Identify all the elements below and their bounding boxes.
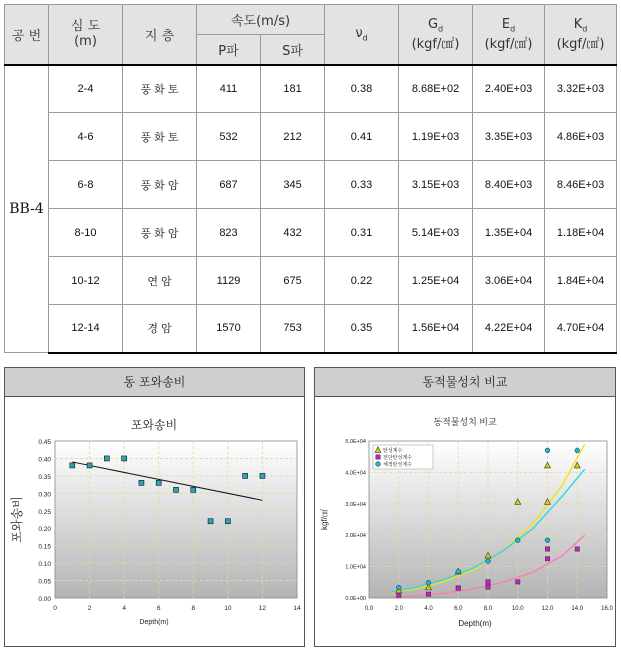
elastic-modulus-cell: 4.22E+04 [473,305,545,353]
data-point-circle [515,538,520,543]
layer-cell: 풍 화 토 [123,65,197,113]
y-tick-label: 0.10 [38,561,51,569]
x-tick-label: 4 [122,605,126,612]
x-tick-label: 8 [191,605,196,612]
bulk-modulus-cell: 3.32E+03 [545,65,617,113]
header-elastic-modulus: $E_d$ (kgf/㎠) [473,5,545,65]
bulk-modulus-cell: 8.46E+03 [545,161,617,209]
table-row [5,113,617,161]
x-tick-label: 0.0 [364,606,374,612]
x-tick-label: 16.0 [601,606,613,612]
header-bore: 공 번 [5,5,49,65]
y-tick-label: 5.0E+04 [345,439,366,445]
y-tick-label: 0.0E+00 [345,596,366,602]
x-tick-label: 12 [258,605,267,612]
poisson-chart [5,397,304,646]
poisson-chart-panel [4,367,305,647]
layer-cell: 풍 화 토 [123,113,197,161]
layer-cell: 풍 화 암 [123,209,197,257]
x-tick-label: 10.0 [511,606,524,612]
p-wave-cell: 411 [197,65,261,113]
legend-label: 전단탄성계수 [383,455,412,461]
table-row [5,305,617,353]
y-axis-label: 포와송비 [10,496,24,543]
p-wave-cell: 1129 [197,257,261,305]
data-point-square [397,593,401,597]
data-point-circle [545,448,550,453]
elastic-modulus-cell: 3.06E+04 [473,257,545,305]
layer-cell: 연 암 [123,257,197,305]
table-row [5,161,617,209]
p-wave-cell: 823 [197,209,261,257]
table-row [5,65,617,113]
data-point [122,456,127,461]
legend-label: 체적탄성계수 [383,462,412,468]
x-tick-label: 6.0 [454,606,463,612]
s-wave-cell: 675 [261,257,325,305]
shear-modulus-cell: 1.56E+04 [399,305,473,353]
y-tick-label: 0.30 [38,491,51,499]
header-bulk-modulus: $K_d$ (kgf/㎠) [545,5,617,65]
y-axis-label: kgf/㎠ [320,509,329,530]
bulk-modulus-cell: 1.18E+04 [545,209,617,257]
data-point-circle [575,448,580,453]
x-tick-label: 14 [293,605,301,612]
data-point-square [486,585,490,589]
poisson-cell: 0.33 [325,161,399,209]
p-wave-cell: 687 [197,161,261,209]
legend-marker [376,455,380,459]
layer-cell: 풍 화 암 [123,161,197,209]
shear-modulus-cell: 5.14E+03 [399,209,473,257]
shear-modulus-cell: 8.68E+02 [399,65,473,113]
data-point-circle [486,559,491,564]
y-tick-label: 2.0E+04 [345,533,366,540]
y-tick-label: 0.20 [38,526,51,534]
bulk-modulus-cell: 4.70E+04 [545,305,617,353]
data-point [87,463,92,468]
legend-label: 탄성계수 [383,448,403,454]
y-tick-label: 0.05 [38,578,51,586]
y-tick-label: 0.25 [38,508,51,516]
depth-cell: 2-4 [49,65,123,113]
elastic-modulus-cell: 2.40E+03 [473,65,545,113]
data-point [243,473,248,478]
chart-title: 포와송비 [130,418,178,432]
x-tick-label: 0 [53,605,57,612]
data-point [156,480,161,485]
y-tick-label: 4.0E+04 [345,470,366,477]
data-point-square [426,592,430,596]
dynamic-properties-table [4,4,617,354]
y-tick-label: 0.35 [38,473,51,481]
chart-title: 동적물성치 비교 [433,417,497,427]
data-point [174,487,179,492]
header-layer: 지 층 [123,5,197,65]
x-tick-label: 8.0 [483,606,493,612]
data-point-square [545,557,549,561]
y-tick-label: 1.0E+04 [345,564,366,571]
data-point-circle [456,569,461,574]
poisson-panel-title: 동 포와송비 [5,368,304,397]
dynamic-panel-title: 동적물성치 비교 [315,368,615,397]
header-poisson: $\nu_d$ [325,5,399,65]
y-tick-label: 3.0E+04 [345,501,366,508]
s-wave-cell: 753 [261,305,325,353]
s-wave-cell: 432 [261,209,325,257]
x-tick-label: 2 [87,605,92,612]
x-axis-label: Depth(m) [458,619,492,628]
bore-id-cell: BB-4 [5,65,49,353]
data-point-square [516,580,520,584]
depth-cell: 6-8 [49,161,123,209]
depth-cell: 12-14 [49,305,123,353]
shear-modulus-cell: 3.15E+03 [399,161,473,209]
x-tick-label: 6 [156,605,161,612]
y-tick-label: 0.40 [38,456,51,464]
p-wave-cell: 532 [197,113,261,161]
data-point-square [575,547,579,551]
y-tick-label: 0.00 [38,596,51,603]
data-point-circle [396,585,401,590]
header-p-wave: P파 [197,35,261,65]
data-point [225,519,230,524]
shear-modulus-cell: 1.19E+03 [399,113,473,161]
s-wave-cell: 345 [261,161,325,209]
x-tick-label: 4.0 [424,606,433,612]
poisson-cell: 0.22 [325,257,399,305]
x-tick-label: 12.0 [541,606,554,612]
layer-cell: 경 암 [123,305,197,353]
x-tick-label: 14.0 [571,606,584,612]
depth-cell: 4-6 [49,113,123,161]
header-shear-modulus: $G_d$ (kgf/㎠) [399,5,473,65]
elastic-modulus-cell: 1.35E+04 [473,209,545,257]
s-wave-cell: 181 [261,65,325,113]
data-point [260,473,265,478]
header-depth: 심 도 (m) [49,5,123,65]
data-point [139,480,144,485]
poisson-cell: 0.41 [325,113,399,161]
y-tick-label: 0.45 [38,439,51,446]
dynamic-properties-chart [315,397,615,646]
table-row [5,209,617,257]
data-point [208,519,213,524]
data-point [104,456,109,461]
p-wave-cell: 1570 [197,305,261,353]
poisson-cell: 0.38 [325,65,399,113]
elastic-modulus-cell: 8.40E+03 [473,161,545,209]
data-point-square [545,547,549,551]
data-point [70,463,75,468]
x-tick-label: 2.0 [394,606,403,612]
elastic-modulus-cell: 3.35E+03 [473,113,545,161]
poisson-cell: 0.35 [325,305,399,353]
dynamic-properties-chart-panel [314,367,616,647]
data-point-circle [426,580,431,585]
data-point-square [486,580,490,584]
data-point-square [456,586,460,590]
depth-cell: 8-10 [49,209,123,257]
bulk-modulus-cell: 4.86E+03 [545,113,617,161]
x-axis-label: Depth(m) [139,619,169,626]
x-tick-label: 10 [224,605,232,612]
legend-marker [376,462,381,467]
s-wave-cell: 212 [261,113,325,161]
shear-modulus-cell: 1.25E+04 [399,257,473,305]
data-point-circle [545,538,550,543]
table-row [5,257,617,305]
data-point [191,487,196,492]
poisson-cell: 0.31 [325,209,399,257]
depth-cell: 10-12 [49,257,123,305]
y-tick-label: 0.15 [38,543,51,551]
header-s-wave: S파 [261,35,325,65]
bulk-modulus-cell: 1.84E+04 [545,257,617,305]
header-velocity: 속도(m/s) [197,5,325,35]
